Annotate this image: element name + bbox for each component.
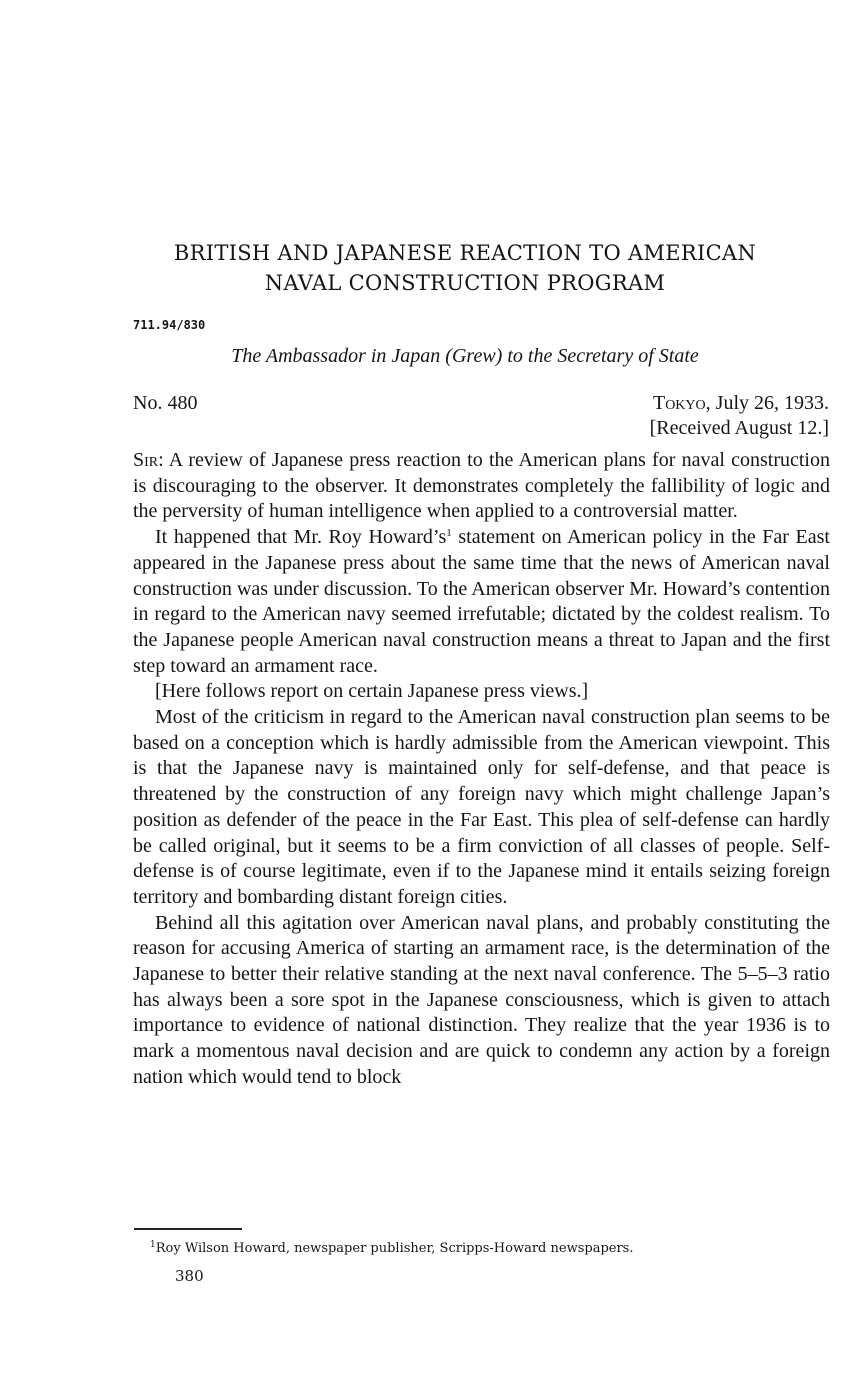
paragraph-1 — [133, 448, 830, 525]
footnote — [150, 1240, 633, 1257]
dateline-date: , July 26, 1933. — [705, 392, 829, 414]
page-title — [100, 238, 830, 298]
paragraph-4: Most of the criticism in regard to the American naval construction plan seems to be based on a conception which is hardly admissible from the American viewpoint. This is that the Japanese navy is maintained only for self-defense, and that peace is threatened by the construction of any foreign navy which might challenge Japan’s position as defender of the peace in the Far East. This plea of self-defense can hardly be called original, but it seems to be a firm conviction of all classes of people. Self-defense is of course legitimate, even if to the Japanese mind it entails seizing foreign territory and bombarding distant foreign cities. — [133, 706, 830, 908]
title-line-2: NAVAL CONSTRUCTION PROGRAM — [264, 271, 666, 295]
heading-part-2: ) to the Secretary of State — [495, 345, 699, 367]
paragraph-3: [Here follows report on certain Japanese press views.] — [155, 680, 589, 703]
footnote-reference: 1 — [446, 527, 452, 540]
letter-body — [133, 448, 830, 1091]
heading-part-1: The Ambassador in Japan ( — [231, 345, 452, 367]
document-number: No. 480 — [133, 392, 198, 414]
file-number: 711.94/830 — [133, 318, 206, 332]
title-line-1: BRITISH AND JAPANESE REACTION TO AMERICAN — [173, 241, 757, 265]
footnote-number: 1 — [150, 1240, 156, 1250]
place-and-date — [650, 391, 829, 441]
dateline-place: Tokyo — [652, 392, 706, 414]
page-number: 380 — [175, 1267, 204, 1285]
footnote-divider — [134, 1228, 242, 1230]
footnote-text: Roy Wilson Howard, newspaper publisher, Scripps-Howard newspapers. — [155, 1241, 634, 1256]
paragraph-2-text-b: statement on American policy in the Far East appeared in the Japanese press about the same time that the news of American naval construction was under discussion. To the American observer Mr. Howard’s contention in regard to the American navy seemed irrefutable; dictated by the coldest realism. To the Japanese people American naval construction means a threat to Japan and the first step toward an armament race. — [133, 526, 830, 677]
document-heading — [100, 342, 830, 370]
salutation: Sir — [133, 449, 159, 471]
paragraph-2 — [133, 525, 830, 679]
heading-name: Grew — [451, 345, 496, 367]
received-date: [Received August 12.] — [649, 417, 829, 439]
paragraph-5: Behind all this agitation over American naval plans, and probably constituting the reason for accusing America of starting an armament race, is the determination of the Japanese to better their relative standing at the next naval conference. The 5–5–3 ratio has always been a sore spot in the Japanese consciousness, which is given to attach importance to evidence of national distinction. They realize that the year 1936 is to mark a momentous naval decision and are quick to condemn any action by a foreign nation which would tend to block — [133, 911, 830, 1088]
dateline — [650, 391, 829, 416]
paragraph-2-text-a: It happened that Mr. Roy Howard’s — [155, 526, 447, 549]
paragraph-1-text: : A review of Japanese press reaction to the American plans for naval construction is discouraging to the observer. It demonstrates completely the fallibility of logic and the perversity of human intelligence when applied to a controversial matter. — [133, 449, 830, 523]
